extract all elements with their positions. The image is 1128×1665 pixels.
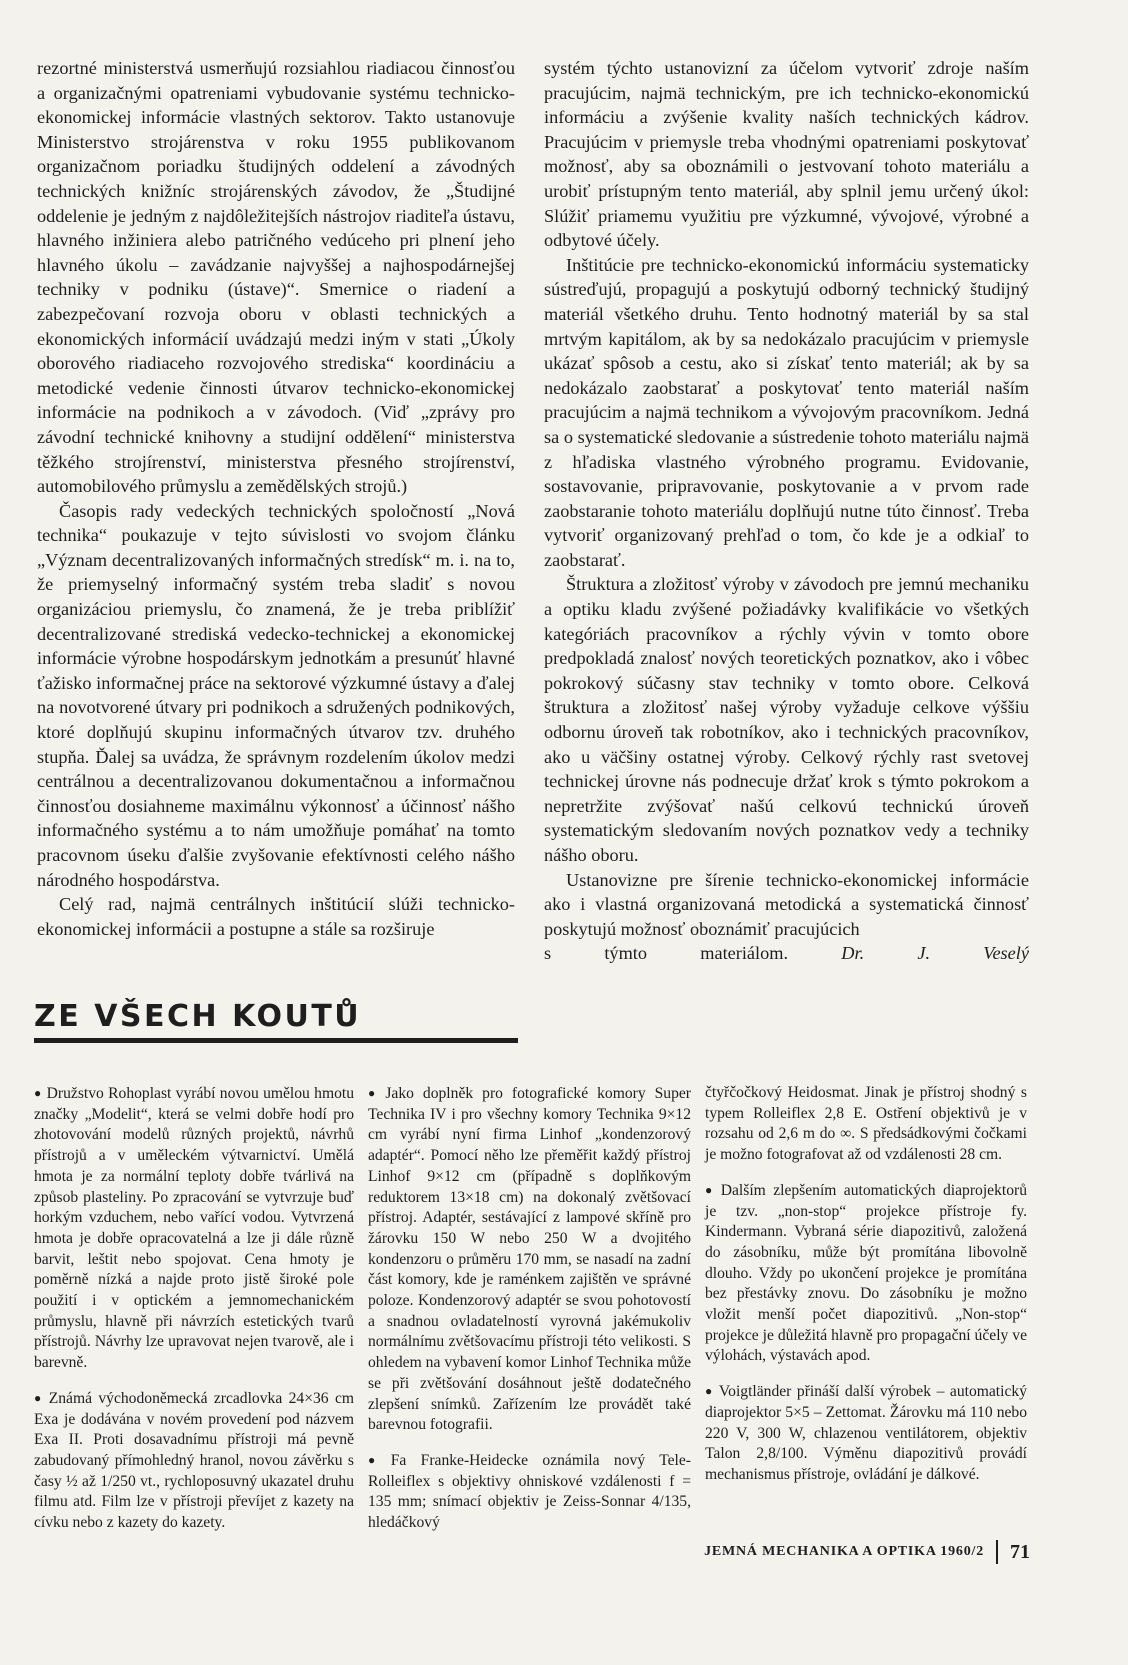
article-paragraph: rezortné ministerstvá usmerňujú rozsiahlou riadiacou činnosťou a organizačnými opatreniami vybudovanie systému technicko-ekonomickej informácie vlastných sektorov. Takto ustanovuje Ministerstvo strojárenstva v roku 1955 publikovanom organizačnom poriadku študijných oddelení a závodných technických knižníc strojárenských závodov, že „Študijné oddelenie je jedným z najdôležitejších nástrojov riaditeľa ústavu, hlavného inžiniera alebo patričného vedúceho pri plnení jeho hlavného úkolu – zavádzanie najvyššej a najhospodárnejšej techniky v podniku (ústave)“. Smernice o riadení a zabezpečovaní rozvoja oboru v oblasti technických a ekonomických informácií uvádzajú medzi iným v stati „Úkoly oborového riadiaceho rozvojového strediska“ koordináciu a metodické vedenie činnosti útvarov technicko-ekonomickej informácie na podnikoch a v závodoch. (Viď „zprávy pro závodní technické knihovny a studijní oddělení“ ministerstva těžkého strojírenství, ministerstva přesného strojírenství, automobilového průmyslu a zemědělských strojů.) (37, 58, 515, 497)
news-item-text: Fa Franke-Heidecke oznámila nový Tele-Rolleiflex s objektivy ohniskové vzdálenosti f = 135 mm; snímací objektiv je Zeiss-Sonnar 4/135, hledáčkový (368, 1451, 691, 1532)
article-last-line: s týmto materiálom. (544, 943, 789, 964)
news-item (705, 1381, 1027, 1486)
journal-title: JEMNÁ MECHANIKA A OPTIKA 1960/2 (704, 1544, 984, 1559)
bullet-icon: ● (705, 1182, 716, 1197)
page-number: 71 (1010, 1540, 1030, 1563)
news-item-text: Dalším zlepšením automatických diaprojektorů je tzv. „non-stop“ projekce přístroje fy. Kindermann. Vybraná série diapozitivů, založená do zásobníku, může být promítána libovolně dlouho. Vždy po ukončení projekce je promítána bez přestávky znovu. Do zásobníku je možno vložit menší počet diapozitivů. „Non-stop“ projekce je důležitá hlavně pro propagační účely ve výlohách, výstavách apod. (705, 1181, 1028, 1365)
news-item (705, 1180, 1027, 1367)
news-column-2 (368, 1083, 691, 1548)
author-signature: Dr. J. Veselý (841, 943, 1029, 964)
news-item (34, 1388, 354, 1534)
news-item (368, 1083, 691, 1436)
section-heading: ZE VŠECH KOUTŮ (34, 998, 518, 1043)
bullet-icon: ● (34, 1390, 44, 1405)
page-footer (700, 1540, 1030, 1564)
article-right-column (544, 56, 1029, 966)
bullet-icon: ● (34, 1086, 42, 1100)
article-left-column (37, 56, 515, 941)
news-item-text: Známá východoněmecká zrcadlovka 24×36 cm Exa je dodávána v novém provedení pod názvem Exa II. Proti dosavadnímu přístroji má pevně zabudovaný přímohledný hranol, novou závěrku s časy ½ až 1/250 vt., rychloposuvný ukazatel druhu filmu atd. Film lze v přístroji převíjet z kazety na cívku nebo z kazety do kazety. (34, 1389, 354, 1532)
article-closing-line (544, 941, 1029, 966)
news-item (34, 1083, 354, 1374)
news-item (368, 1450, 691, 1534)
news-item-text: Družstvo Rohoplast vyrábí novou umělou hmotu značky „Modelit“, která se velmi dobře hodí pro zhotovování modelů různých projektů, návrhů přístrojů a v uměleckém výtvarnictví. Umělá hmota je za normální teploty dobře tvárlivá na způsob plasteliny. Po zpracování se vytvrzuje buď horkým vzduchem, nebo vařící vodou. Vytvrzená hmota je dobře opracovatelná a lze ji dále různě barvit, leštit nebo spojovat. Cena hmoty je poměrně nízká a najde proto jistě široké pole použití i v optickém a jemnomechanickém průmyslu, hlavně při návrzích estetických tvarů přístrojů. Návrhy lze upravovat nejen tvarově, ale i barevně. (34, 1085, 354, 1372)
news-column-3 (705, 1083, 1027, 1500)
bullet-icon: ● (368, 1452, 386, 1467)
article-paragraph: systém týchto ustanovizní za účelom vytvoriť zdroje naším pracujúcim, najmä technickým, pre ich technicko-ekonomickú informáciu a zvýšenie kvality naších technických kádrov. Pracujúcim v priemysle treba vhodnými opatreniami poskytovať možnosť, aby sa oboznámili o jestvovaní tohoto materiálu a urobiť prístupným tento materiál, aby splnil jemu určený úkol: Slúžiť priamemu využitiu pre výzkumné, vývojové, výrobné a odbytové účely. (544, 58, 1029, 251)
news-item-continuation: čtyřčočkový Heidosmat. Jinak je přístroj shodný s typem Rolleiflex 2,8 E. Ostření objektivů je v rozsahu od 2,6 m do ∞. S předsádkovými čočkami je možno fotografovat až od vzdálenosti 28 cm. (705, 1084, 1027, 1164)
news-item-text: Voigtländer přináší další výrobek – automatický diaprojektor 5×5 – Zettomat. Žárovku má 110 nebo 220 V, 300 W, chlazenou ventilátorem, objektiv Talon 2,8/100. Výměnu diapozitivů provádí mechanismus přístroje, ovládání je dálkové. (705, 1383, 1027, 1483)
news-item-text: Jako doplněk pro fotografické komory Super Technika IV i pro všechny komory Technika 9×12 cm vyrábí nyní firma Linhof „kondenzorový adaptér“. Pomocí něho lze přeměřit každý přístroj Linhof 9×12 cm (případně s doplňkovým reduktorem 13×18 cm) na dokonalý zvětšovací přístroj. Adaptér, sestávající z lampové skříně pro žárovku 150 W nebo 250 W a dvojitého kondenzoru o průměru 170 mm, se nasadí na zadní část komory, kde je raménkem zajištěn ve správné poloze. Kondenzorový adaptér se svou pohotovostí a snadnou ovladatelností vyrovná jakémukoliv normálnímu zvětšovacímu přístroji této velikosti. S ohledem na vybavení komor Linhof Technika může se při zvětšování dosáhnout ještě dodatečného zlepšení snímků. Zařízením lze provádět také barevnou fotografii. (368, 1085, 691, 1434)
bullet-icon: ● (368, 1086, 381, 1100)
article-paragraph: Štruktura a zložitosť výroby v závodoch pre jemnú mechaniku a optiku kladu zvýšené požiadávky kvalifikácie vo všetkých kategóriách pracovníkov a rýchly vývin v tomto obore predpokladá znalosť nových teoretických poznatkov, ako i vôbec pokrokový súčasny stav techniky v tomto obore. Celková štruktura a zložitosť našej výroby vyžaduje celkove výššiu odbornu úroveň tak robotníkov, ako i technických pracovníkov, ako u väčšiny ostatnej výroby. Celkový rýchly rast svetovej technickej úrovne nás podnecuje držať krok s týmto pokrokom a nepretržite zvýšovať našú celkovú technickú úroveň systematickým sledovaním nových poznatkov vedy a techniky nášho oboru. (544, 574, 1029, 865)
footer-divider (996, 1540, 998, 1564)
article-paragraph: Celý rad, najmä centrálnych inštitúcií slúži technicko-ekonomickej informácii a postupne a stále sa rozširuje (37, 894, 515, 939)
bullet-icon: ● (705, 1384, 714, 1399)
article-paragraph: Časopis rady vedeckých technických spoločností „Nová technika“ poukazuje v tejto súvislosti vo svojom článku „Význam decentralizovaných informačných stredísk“ m. i. na to, že priemyselný informačný systém treba sladiť s novou organizáciou priemyslu, čo znamená, že je treba priblížiť decentralizované strediská vedecko-technickej a ekonomickej informácie výrobne hospodárskym jednotkám a presunúť hlavné ťažisko informačnej práce na sektorové výzkumné ústavy a ďalej na novotvorené útvary pri podnikoch a sdružených podnikových, ktoré doplňujú skupinu informačných útvarov tzv. druhého stupňa. Ďalej sa uvádza, že správnym rozdelením úkolov medzi centrálnou a decentralizovanou dokumentačnou a informačnou činnosťou dosiahneme maximálnu výkonnosť a účinnosť nášho informačného systému a to nám umožňuje pomáhať na tomto pracovnom úseku ďalšie zvyšovanie efektívnosti celého nášho národného hospodárstva. (37, 500, 515, 890)
article-paragraph: Inštitúcie pre technicko-ekonomickú informáciu systematicky sústreďujú, propagujú a poskytujú odborný technický študijný materiál všetkého druhu. Tento hodnotný materiál by sa stal mrtvým kapitálom, ak by sa nedokázalo pracujúcim v priemysle ukázať spôsob a cestu, ako si získať tento materiál; ak by sa nedokázalo zaobstarať a poskytovať tento materiál naším pracujúcim a najmä technikom a vývojovým pracovníkom. Jedná sa o systematické sledovanie a sústredenie tohoto materiálu najmä z hľadiska vlastného výrobného programu. Evidovanie, sostavovanie, pripravovanie, poskytovanie a v prvom rade zaobstaranie tohoto materiálu doplňujú nutne túto činnosť. Treba vytvoriť organizovaný prehľad o tom, čo kde je a odkiaľ to zaobstarať. (544, 254, 1029, 570)
news-column-1 (34, 1083, 354, 1548)
article-paragraph: Ustanovizne pre šírenie technicko-ekonomickej informácie ako i vlastná organizovaná metodická a systematická činnosť poskytujú možnosť oboznámiť pracujúcich (544, 869, 1029, 939)
